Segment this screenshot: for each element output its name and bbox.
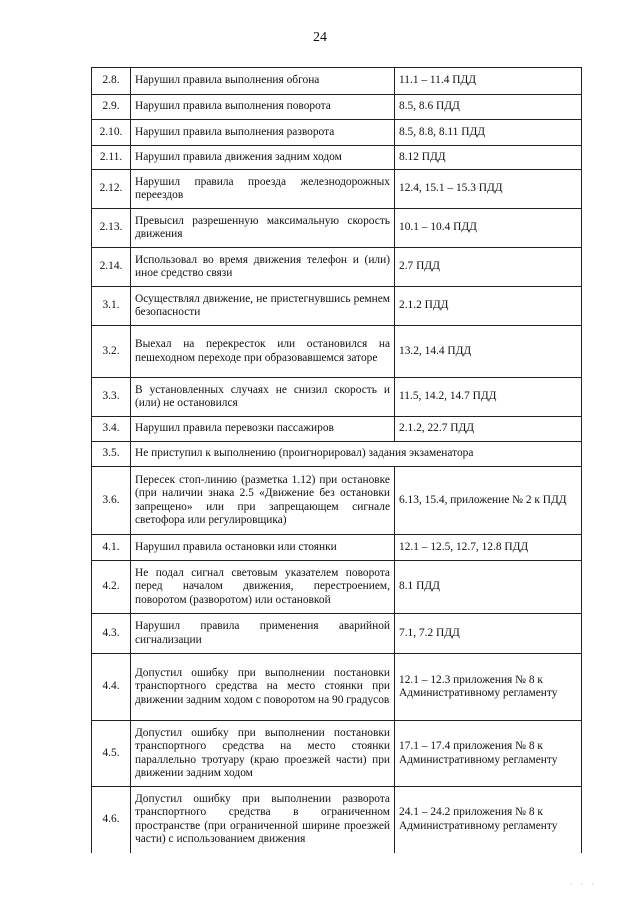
violation-description: Выехал на перекресток или остановился на пешеходном переходе при образовавшемся заторе <box>131 326 395 378</box>
table-row <box>92 248 582 287</box>
table-row <box>92 287 582 326</box>
scan-artifact: · · · <box>570 880 597 889</box>
table-row <box>92 326 582 378</box>
table-row <box>92 467 582 535</box>
row-number: 4.6. <box>92 787 131 853</box>
table-row <box>92 614 582 654</box>
violation-description: Нарушил правила применения аварийной сигнализации <box>131 614 395 654</box>
rule-reference: 17.1 – 17.4 приложения № 8 к Административному регламенту <box>395 721 582 787</box>
table-row <box>92 120 582 146</box>
violation-description: Не приступил к выполнению (проигнорировал) задания экзаменатора <box>131 442 582 467</box>
violation-description: Использовал во время движения телефон и (или) иное средство связи <box>131 248 395 287</box>
row-number: 2.13. <box>92 209 131 248</box>
violation-description: Нарушил правила выполнения обгона <box>131 68 395 95</box>
rule-reference: 8.5, 8.8, 8.11 ПДД <box>395 120 582 146</box>
rule-reference: 6.13, 15.4, приложение № 2 к ПДД <box>395 467 582 535</box>
row-number: 4.3. <box>92 614 131 654</box>
rule-reference: 8.12 ПДД <box>395 146 582 170</box>
table-row <box>92 654 582 721</box>
violation-description: Пересек стоп-линию (разметка 1.12) при остановке (при наличии знака 2.5 «Движение без остановки запрещено» или при запрещающем сигнале светофора или регулировщика) <box>131 467 395 535</box>
rule-reference: 12.1 – 12.5, 12.7, 12.8 ПДД <box>395 535 582 561</box>
table-row <box>92 787 582 853</box>
table-row <box>92 442 582 467</box>
row-number: 3.3. <box>92 378 131 417</box>
violation-description: Не подал сигнал световым указателем поворота перед началом движения, перестроением, поворотом (разворотом) или остановкой <box>131 561 395 614</box>
rule-reference: 2.1.2, 22.7 ПДД <box>395 417 582 442</box>
violation-description: Нарушил правила выполнения разворота <box>131 120 395 146</box>
page-number: 24 <box>313 30 327 45</box>
violation-description: Нарушил правила перевозки пассажиров <box>131 417 395 442</box>
violation-description: Превысил разрешенную максимальную скорость движения <box>131 209 395 248</box>
rule-reference: 10.1 – 10.4 ПДД <box>395 209 582 248</box>
violation-description: Допустил ошибку при выполнении постановки транспортного средства на место стоянки параллельно тротуару (краю проезжей части) при движении задним ходом <box>131 721 395 787</box>
row-number: 2.9. <box>92 95 131 120</box>
row-number: 4.1. <box>92 535 131 561</box>
violation-description: Допустил ошибку при выполнении постановки транспортного средства на место стоянки при движении задним ходом с поворотом на 90 градусов <box>131 654 395 721</box>
rule-reference: 8.5, 8.6 ПДД <box>395 95 582 120</box>
rule-reference: 2.7 ПДД <box>395 248 582 287</box>
violations-table-body <box>92 68 582 853</box>
table-row <box>92 68 582 95</box>
row-number: 3.4. <box>92 417 131 442</box>
rule-reference: 12.4, 15.1 – 15.3 ПДД <box>395 170 582 209</box>
row-number: 3.5. <box>92 442 131 467</box>
violation-description: Нарушил правила выполнения поворота <box>131 95 395 120</box>
row-number: 3.1. <box>92 287 131 326</box>
row-number: 2.14. <box>92 248 131 287</box>
rule-reference: 24.1 – 24.2 приложения № 8 к Административному регламенту <box>395 787 582 853</box>
rule-reference: 11.5, 14.2, 14.7 ПДД <box>395 378 582 417</box>
row-number: 4.5. <box>92 721 131 787</box>
table-row <box>92 95 582 120</box>
violation-description: В установленных случаях не снизил скорость и (или) не остановился <box>131 378 395 417</box>
violation-description: Допустил ошибку при выполнении разворота транспортного средства в ограниченном пространстве (при ограниченной ширине проезжей части) с использованием движения <box>131 787 395 853</box>
table-row <box>92 170 582 209</box>
rule-reference: 13.2, 14.4 ПДД <box>395 326 582 378</box>
rule-reference: 7.1, 7.2 ПДД <box>395 614 582 654</box>
violation-description: Осуществлял движение, не пристегнувшись ремнем безопасности <box>131 287 395 326</box>
violation-description: Нарушил правила остановки или стоянки <box>131 535 395 561</box>
violation-description: Нарушил правила движения задним ходом <box>131 146 395 170</box>
row-number: 2.11. <box>92 146 131 170</box>
table-row <box>92 146 582 170</box>
rule-reference: 2.1.2 ПДД <box>395 287 582 326</box>
table-row <box>92 417 582 442</box>
row-number: 4.2. <box>92 561 131 614</box>
table-row <box>92 535 582 561</box>
table-row <box>92 561 582 614</box>
row-number: 2.12. <box>92 170 131 209</box>
table-row <box>92 721 582 787</box>
rule-reference: 11.1 – 11.4 ПДД <box>395 68 582 95</box>
table-row <box>92 378 582 417</box>
table-row <box>92 209 582 248</box>
rule-reference: 12.1 – 12.3 приложения № 8 к Административному регламенту <box>395 654 582 721</box>
violation-description: Нарушил правила проезда железнодорожных переездов <box>131 170 395 209</box>
row-number: 3.2. <box>92 326 131 378</box>
row-number: 3.6. <box>92 467 131 535</box>
row-number: 4.4. <box>92 654 131 721</box>
row-number: 2.10. <box>92 120 131 146</box>
violations-table <box>91 67 582 853</box>
rule-reference: 8.1 ПДД <box>395 561 582 614</box>
row-number: 2.8. <box>92 68 131 95</box>
